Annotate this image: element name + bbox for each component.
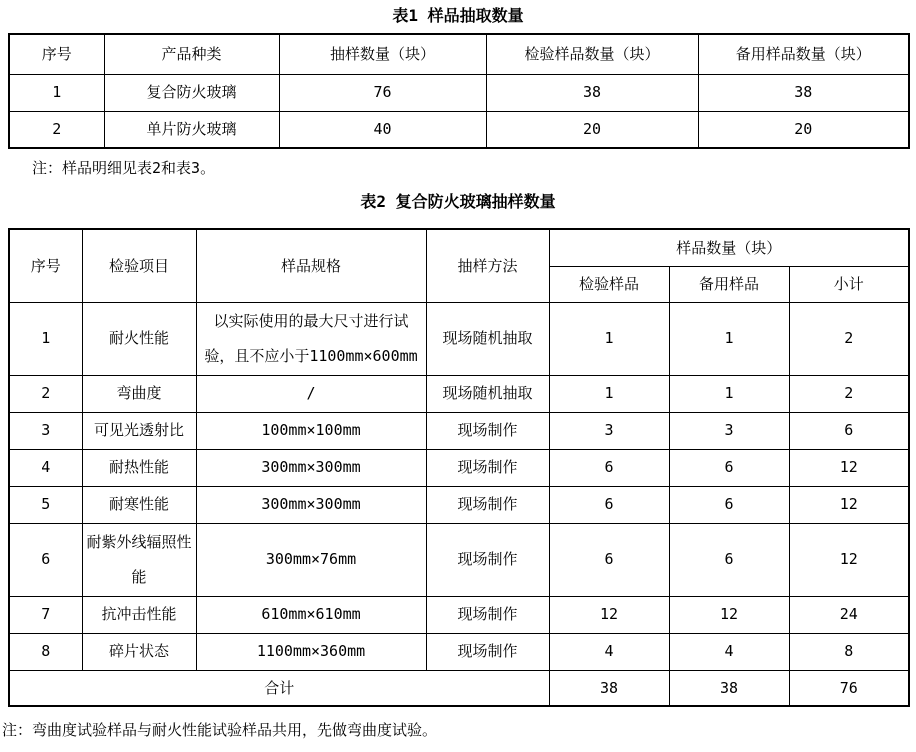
cell-test-sample: 12 (549, 596, 669, 633)
cell-total-label: 合计 (9, 670, 549, 706)
cell-test-item: 耐火性能 (82, 302, 196, 375)
cell-test-sample: 1 (549, 302, 669, 375)
cell-serial: 5 (9, 486, 82, 523)
cell-sample-spec: 1100mm×360mm (196, 633, 426, 670)
cell-sample-spec: 以实际使用的最大尺寸进行试验，且不应小于1100mm×600mm (196, 302, 426, 375)
cell-test-item: 弯曲度 (82, 375, 196, 412)
cell-sample-spec: / (196, 375, 426, 412)
cell-subtotal: 8 (789, 633, 909, 670)
cell-total-subtotal: 76 (789, 670, 909, 706)
cell-backup-sample: 6 (669, 449, 789, 486)
cell-serial: 2 (9, 111, 104, 148)
cell-backup-sample: 6 (669, 486, 789, 523)
column-header-sample-spec: 样品规格 (196, 229, 426, 302)
cell-subtotal: 6 (789, 412, 909, 449)
cell-total-test-sample: 38 (549, 670, 669, 706)
cell-sampling-method: 现场制作 (426, 633, 549, 670)
column-header-serial: 序号 (9, 229, 82, 302)
table1-row (9, 74, 909, 111)
cell-sampling-qty: 76 (279, 74, 486, 111)
cell-serial: 4 (9, 449, 82, 486)
cell-subtotal: 12 (789, 523, 909, 596)
cell-test-sample: 6 (549, 486, 669, 523)
cell-total-backup-sample: 38 (669, 670, 789, 706)
cell-sampling-qty: 40 (279, 111, 486, 148)
cell-sampling-method: 现场随机抽取 (426, 302, 549, 375)
document-page (0, 7, 916, 740)
table2-row (9, 523, 909, 596)
cell-backup-sample: 12 (669, 596, 789, 633)
column-header-test-sample-qty: 检验样品数量（块） (486, 34, 698, 74)
table1-row (9, 111, 909, 148)
column-header-subtotal: 小计 (789, 266, 909, 302)
cell-test-item: 耐寒性能 (82, 486, 196, 523)
table1-header-row (9, 34, 909, 74)
table2-title: 表2 复合防火玻璃抽样数量 (360, 192, 556, 211)
table2-composite-glass-sampling (8, 228, 910, 707)
cell-test-item: 耐热性能 (82, 449, 196, 486)
cell-backup-sample: 1 (669, 302, 789, 375)
cell-product-type: 复合防火玻璃 (104, 74, 279, 111)
cell-serial: 7 (9, 596, 82, 633)
cell-test-sample: 6 (549, 523, 669, 596)
table2-row (9, 449, 909, 486)
cell-test-item: 耐紫外线辐照性能 (82, 523, 196, 596)
cell-test-sample: 4 (549, 633, 669, 670)
column-header-sampling-qty: 抽样数量（块） (279, 34, 486, 74)
table1-title: 表1 样品抽取数量 (392, 6, 524, 25)
column-header-product-type: 产品种类 (104, 34, 279, 74)
cell-sampling-method: 现场制作 (426, 486, 549, 523)
cell-serial: 6 (9, 523, 82, 596)
cell-sample-spec: 300mm×76mm (196, 523, 426, 596)
cell-serial: 3 (9, 412, 82, 449)
column-header-backup-sample: 备用样品 (669, 266, 789, 302)
cell-sample-spec: 300mm×300mm (196, 486, 426, 523)
cell-subtotal: 12 (789, 449, 909, 486)
column-header-test-item: 检验项目 (82, 229, 196, 302)
cell-backup-sample-qty: 38 (698, 74, 909, 111)
cell-subtotal: 24 (789, 596, 909, 633)
cell-sampling-method: 现场随机抽取 (426, 375, 549, 412)
cell-subtotal: 2 (789, 302, 909, 375)
cell-sampling-method: 现场制作 (426, 412, 549, 449)
column-header-sampling-method: 抽样方法 (426, 229, 549, 302)
column-header-test-sample: 检验样品 (549, 266, 669, 302)
cell-backup-sample: 3 (669, 412, 789, 449)
table2-header-row-1 (9, 229, 909, 266)
cell-serial: 1 (9, 74, 104, 111)
cell-subtotal: 2 (789, 375, 909, 412)
cell-serial: 8 (9, 633, 82, 670)
cell-backup-sample-qty: 20 (698, 111, 909, 148)
cell-sampling-method: 现场制作 (426, 523, 549, 596)
table2-row (9, 633, 909, 670)
cell-serial: 2 (9, 375, 82, 412)
cell-subtotal: 12 (789, 486, 909, 523)
cell-backup-sample: 4 (669, 633, 789, 670)
column-header-serial: 序号 (9, 34, 104, 74)
cell-serial: 1 (9, 302, 82, 375)
cell-test-item: 可见光透射比 (82, 412, 196, 449)
table2-row (9, 596, 909, 633)
table1-sample-extraction (8, 33, 910, 149)
cell-sample-spec: 100mm×100mm (196, 412, 426, 449)
table2-row (9, 302, 909, 375)
cell-sample-spec: 300mm×300mm (196, 449, 426, 486)
cell-test-item: 碎片状态 (82, 633, 196, 670)
cell-backup-sample: 6 (669, 523, 789, 596)
cell-test-sample: 3 (549, 412, 669, 449)
table2-row (9, 412, 909, 449)
cell-product-type: 单片防火玻璃 (104, 111, 279, 148)
cell-test-sample: 1 (549, 375, 669, 412)
table2-row (9, 486, 909, 523)
cell-test-item: 抗冲击性能 (82, 596, 196, 633)
table2-total-row (9, 670, 909, 706)
cell-sampling-method: 现场制作 (426, 596, 549, 633)
cell-sample-spec: 610mm×610mm (196, 596, 426, 633)
cell-test-sample: 6 (549, 449, 669, 486)
cell-test-sample-qty: 20 (486, 111, 698, 148)
column-header-sample-qty-group: 样品数量（块） (549, 229, 909, 266)
table1-note: 注：样品明细见表2和表3。 (32, 159, 216, 177)
column-header-backup-sample-qty: 备用样品数量（块） (698, 34, 909, 74)
cell-test-sample-qty: 38 (486, 74, 698, 111)
table2-row (9, 375, 909, 412)
table2-note: 注：弯曲度试验样品与耐火性能试验样品共用，先做弯曲度试验。 (2, 721, 438, 739)
cell-backup-sample: 1 (669, 375, 789, 412)
cell-sampling-method: 现场制作 (426, 449, 549, 486)
